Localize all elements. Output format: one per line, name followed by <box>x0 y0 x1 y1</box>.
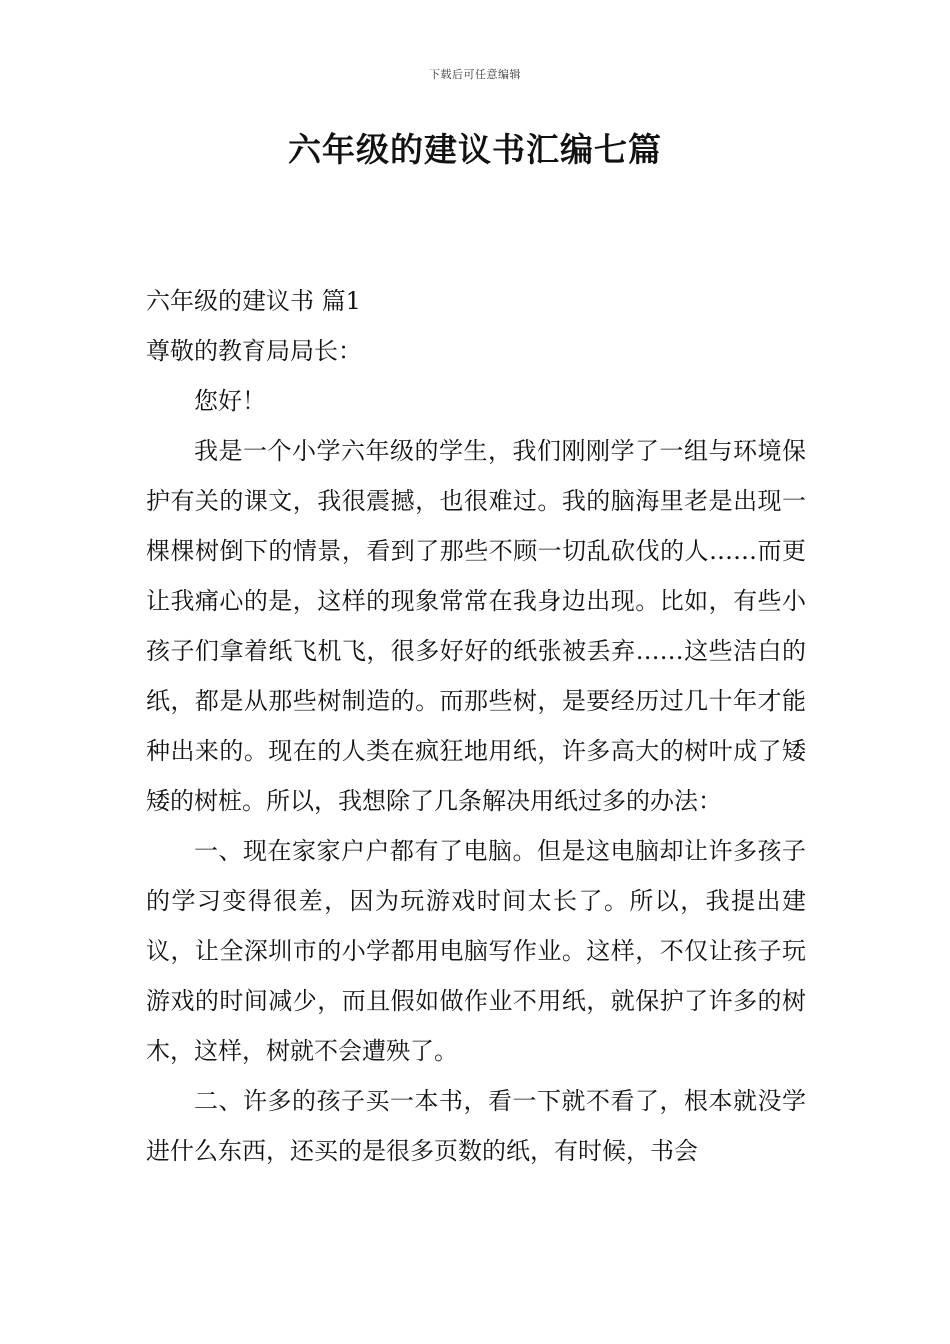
document-title: 六年级的建议书汇编七篇 <box>288 130 662 169</box>
greeting: 您好！ <box>194 387 266 415</box>
paragraph-2: 一、现在家家户户都有了电脑。但是这电脑却让许多孩子的学习变得很差，因为玩游戏时间太长了。所以，我提出建议，让全深圳市的小学都用电脑写作业。这样，不仅让孩子玩游戏的时间减少，而且假如做作业不用纸，就保护了许多的树木，这样，树就不会遭殃了。 <box>146 837 806 1065</box>
salutation: 尊敬的教育局局长： <box>146 337 362 365</box>
paragraph-3: 二、许多的孩子买一本书，看一下就不看了，根本就没学进什么东西，还买的是很多页数的纸，有时候，书会 <box>146 1087 806 1165</box>
document-body <box>146 276 806 1176</box>
header-note: 下载后可任意编辑 <box>429 68 521 81</box>
section-heading: 六年级的建议书 篇1 <box>146 287 361 315</box>
paragraph-1: 我是一个小学六年级的学生，我们刚刚学了一组与环境保护有关的课文，我很震撼，也很难过。我的脑海里老是出现一棵棵树倒下的情景，看到了那些不顾一切乱砍伐的人……而更让我痛心的是，这样的现象常常在我身边出现。比如，有些小孩子们拿着纸飞机飞，很多好好的纸张被丢弃……这些洁白的纸，都是从那些树制造的。而那些树，是要经历过几十年才能种出来的。现在的人类在疯狂地用纸，许多高大的树叶成了矮矮的树桩。所以，我想除了几条解决用纸过多的办法： <box>146 437 806 815</box>
